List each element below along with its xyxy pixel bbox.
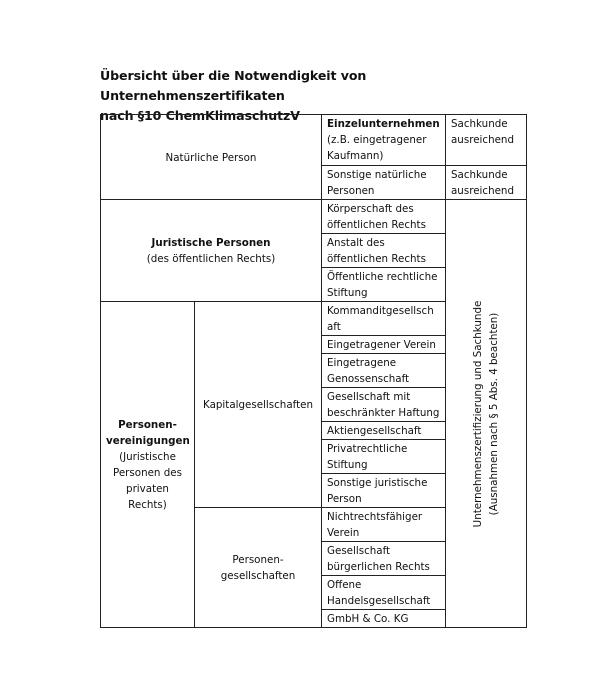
association-sub: Personen des (113, 467, 182, 479)
partnership-label-2: gesellschaften (220, 570, 296, 582)
natural-person-label: Natürliche Person (165, 151, 257, 164)
legal-person-cell (101, 200, 322, 302)
cell-text: Handelsgesellschaft (327, 595, 431, 607)
sole-proprietor-note-2: Kaufmann) (327, 150, 384, 162)
association-label-2: vereinigungen (106, 435, 190, 447)
cell-text: Person (327, 493, 362, 505)
cell-text: aft (327, 321, 341, 333)
company-type-cell (322, 302, 446, 336)
company-type-cell (322, 474, 446, 508)
sole-proprietor-requirement (446, 115, 527, 166)
cell-text: Offene (327, 579, 362, 591)
cell-text: öffentlichen Rechts (327, 219, 426, 231)
company-type-cell (322, 542, 446, 576)
partnership-label-1: Personen- (232, 554, 284, 566)
cell-text: Öffentliche rechtliche (327, 271, 438, 283)
capital-company-label: Kapitalgesellschaften (203, 399, 313, 411)
association-sub: privaten (126, 483, 169, 495)
capital-company-cell (195, 302, 322, 508)
certificate-overview-table (100, 114, 527, 628)
other-natural-person-cell (322, 166, 446, 200)
company-type-cell (322, 422, 446, 440)
association-sub: Rechts) (128, 499, 167, 511)
company-type-cell (322, 388, 446, 422)
company-type-cell (322, 336, 446, 354)
company-type-cell (322, 440, 446, 474)
partnership-cell (195, 508, 322, 628)
cell-text: Eingetragene (327, 357, 397, 369)
requirement-line-1: Unternehmenszertifizierung und Sachkunde (472, 300, 484, 527)
cell-text: Privatrechtliche (327, 443, 408, 455)
company-type-cell (322, 576, 446, 610)
sole-proprietor-label: Einzelunternehmen (327, 118, 440, 130)
cell-text: Sonstige juristische (327, 477, 428, 489)
title-line-2: nach §10 ChemKlimaschutzV (100, 108, 300, 123)
legal-entity-cell (322, 234, 446, 268)
cell-text: Stiftung (327, 459, 368, 471)
legal-entity-cell (322, 268, 446, 302)
cell-text: Eingetragener Verein (327, 339, 436, 351)
requirement-line-2: (Ausnahmen nach § 5 Abs. 4 beachten) (488, 312, 500, 515)
requirement-text: ausreichend (451, 134, 514, 146)
table-row (101, 115, 527, 166)
legal-person-label: Juristische Personen (151, 237, 271, 249)
company-type-cell (322, 610, 446, 628)
cell-text: Verein (327, 527, 360, 539)
association-label-1: Personen- (118, 419, 177, 431)
cell-text: öffentlichen Rechts (327, 253, 426, 265)
natural-person-cell (101, 115, 322, 200)
cell-text: Genossenschaft (327, 373, 410, 385)
cell-text: bürgerlichen Rechts (327, 561, 430, 573)
table-row (101, 200, 527, 234)
sole-proprietor-cell (322, 115, 446, 166)
other-natural-person-requirement (446, 166, 527, 200)
title-line-1: Übersicht über die Notwendigkeit von Unternehmenszertifikaten (100, 68, 367, 103)
cell-text: beschränkter Haftung (327, 407, 440, 419)
certification-requirement-cell (446, 200, 527, 628)
certification-requirement-text (470, 264, 502, 564)
company-type-cell (322, 354, 446, 388)
legal-person-sub: (des öffentlichen Rechts) (146, 253, 276, 265)
cell-text: Kommanditgesellsch (327, 305, 434, 317)
association-sub: (Juristische (119, 451, 176, 463)
sole-proprietor-note-1: (z.B. eingetragener (327, 134, 427, 146)
requirement-text: Sachkunde (451, 118, 508, 130)
cell-text: Personen (327, 185, 375, 197)
cell-text: Stiftung (327, 287, 368, 299)
cell-text: Nichtrechtsfähiger (327, 511, 423, 523)
cell-text: Anstalt des (327, 237, 385, 249)
cell-text: Gesellschaft mit (327, 391, 411, 403)
cell-text: GmbH & Co. KG (327, 613, 409, 625)
company-type-cell (322, 508, 446, 542)
cell-text: Aktiengesellschaft (327, 425, 422, 437)
legal-entity-cell (322, 200, 446, 234)
requirement-text: Sachkunde (451, 169, 508, 181)
cell-text: Gesellschaft (327, 545, 391, 557)
requirement-text: ausreichend (451, 185, 514, 197)
cell-text: Sonstige natürliche (327, 169, 427, 181)
cell-text: Körperschaft des (327, 203, 414, 215)
association-cell (101, 302, 195, 628)
